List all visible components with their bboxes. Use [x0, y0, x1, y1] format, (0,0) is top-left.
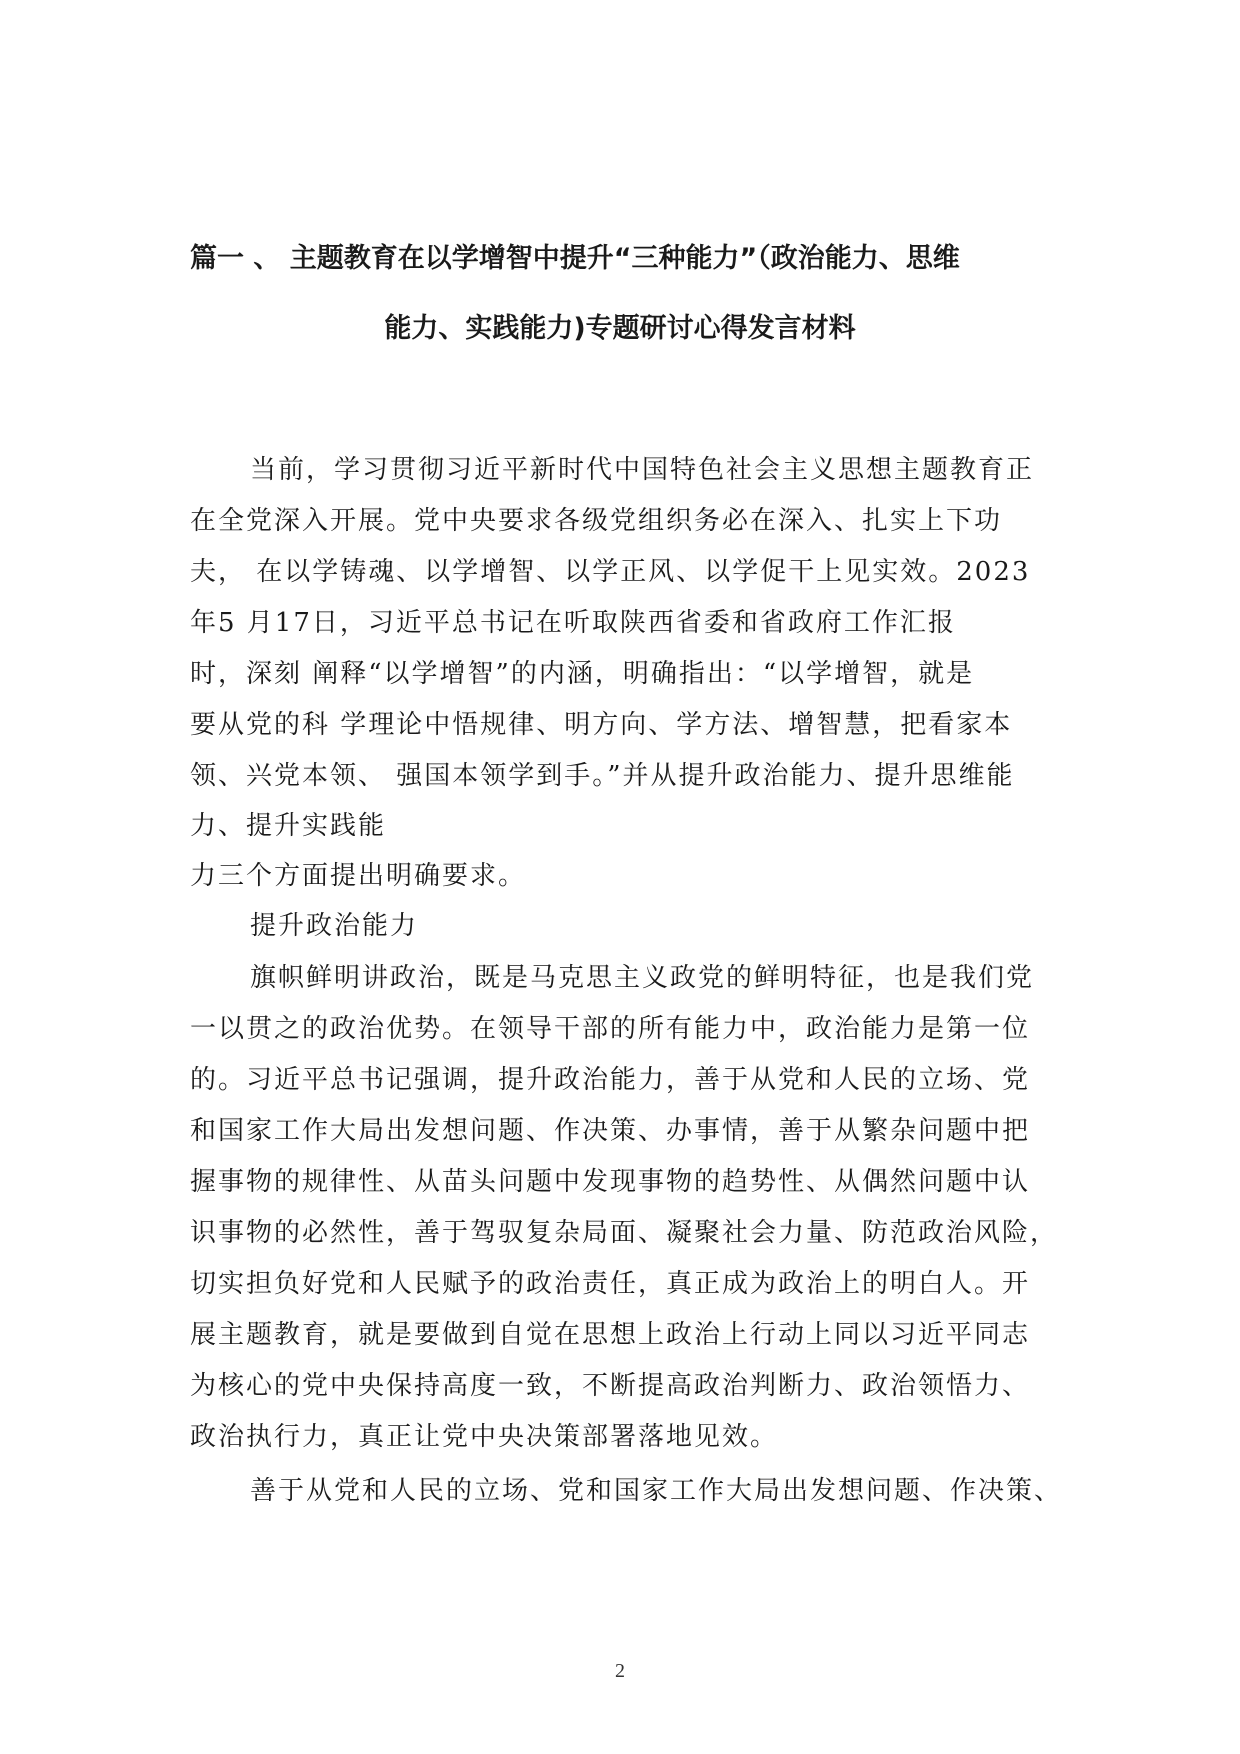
body-line: 切实担负好党和人民赋予的政治责任，真正成为政治上的明白人。开 — [190, 1269, 1031, 1299]
body-line: 在全党深入开展。党中央要求各级党组织务必在深入、扎实上下功 — [190, 506, 1003, 536]
body-line: 夫， 在以学铸魂、以学增智、以学正风、以学促干上见实效。2023 — [190, 557, 1031, 587]
body-line: 政治执行力，真正让党中央决策部署落地见效。 — [190, 1422, 779, 1452]
body-line: 要从党的科 学理论中悟规律、明方向、学方法、增智慧，把看家本 — [190, 710, 1013, 740]
body-line: 当前，学习贯彻习近平新时代中国特色社会主义思想主题教育正 — [250, 455, 1035, 485]
body-line: 为核心的党中央保持高度一致，不断提高政治判断力、政治领悟力、 — [190, 1371, 1031, 1401]
body-line: 和国家工作大局出发想问题、作决策、办事情，善于从繁杂问题中把 — [190, 1116, 1031, 1146]
body-line: 一以贯之的政治优势。在领导干部的所有能力中，政治能力是第一位 — [190, 1014, 1031, 1044]
document-title-line-2: 能力、实践能力)专题研讨心得发言材料 — [384, 313, 856, 344]
body-line: 时，深刻 阐释“以学增智”的内涵，明确指出：“以学增智，就是 — [190, 659, 975, 689]
body-line: 旗帜鲜明讲政治，既是马克思主义政党的鲜明特征，也是我们党 — [250, 963, 1035, 993]
body-line: 识事物的必然性，善于驾驭复杂局面、凝聚社会力量、防范政治风险， — [190, 1218, 1059, 1248]
body-line: 展主题教育，就是要做到自觉在思想上政治上行动上同以习近平同志 — [190, 1320, 1031, 1350]
body-line: 的。习近平总书记强调，提升政治能力，善于从党和人民的立场、党 — [190, 1065, 1031, 1095]
body-line: 年5 月17日，习近平总书记在听取陕西省委和省政府工作汇报 — [190, 608, 956, 638]
document-title-line-1: 篇一 、 主题教育在以学增智中提升“三种能力”（政治能力、思维 — [190, 243, 960, 274]
body-line: 力三个方面提出明确要求。 — [190, 861, 527, 891]
body-line: 握事物的规律性、从苗头问题中发现事物的趋势性、从偶然问题中认 — [190, 1167, 1031, 1197]
body-line: 领、兴党本领、 强国本领学到手。”并从提升政治能力、提升思维能 — [190, 761, 1015, 791]
body-line: 善于从党和人民的立场、党和国家工作大局出发想问题、作决策、 — [250, 1476, 1063, 1506]
body-line: 力、提升实践能 — [190, 811, 387, 841]
section-heading: 提升政治能力 — [250, 911, 419, 941]
page-number: 2 — [615, 1660, 625, 1682]
